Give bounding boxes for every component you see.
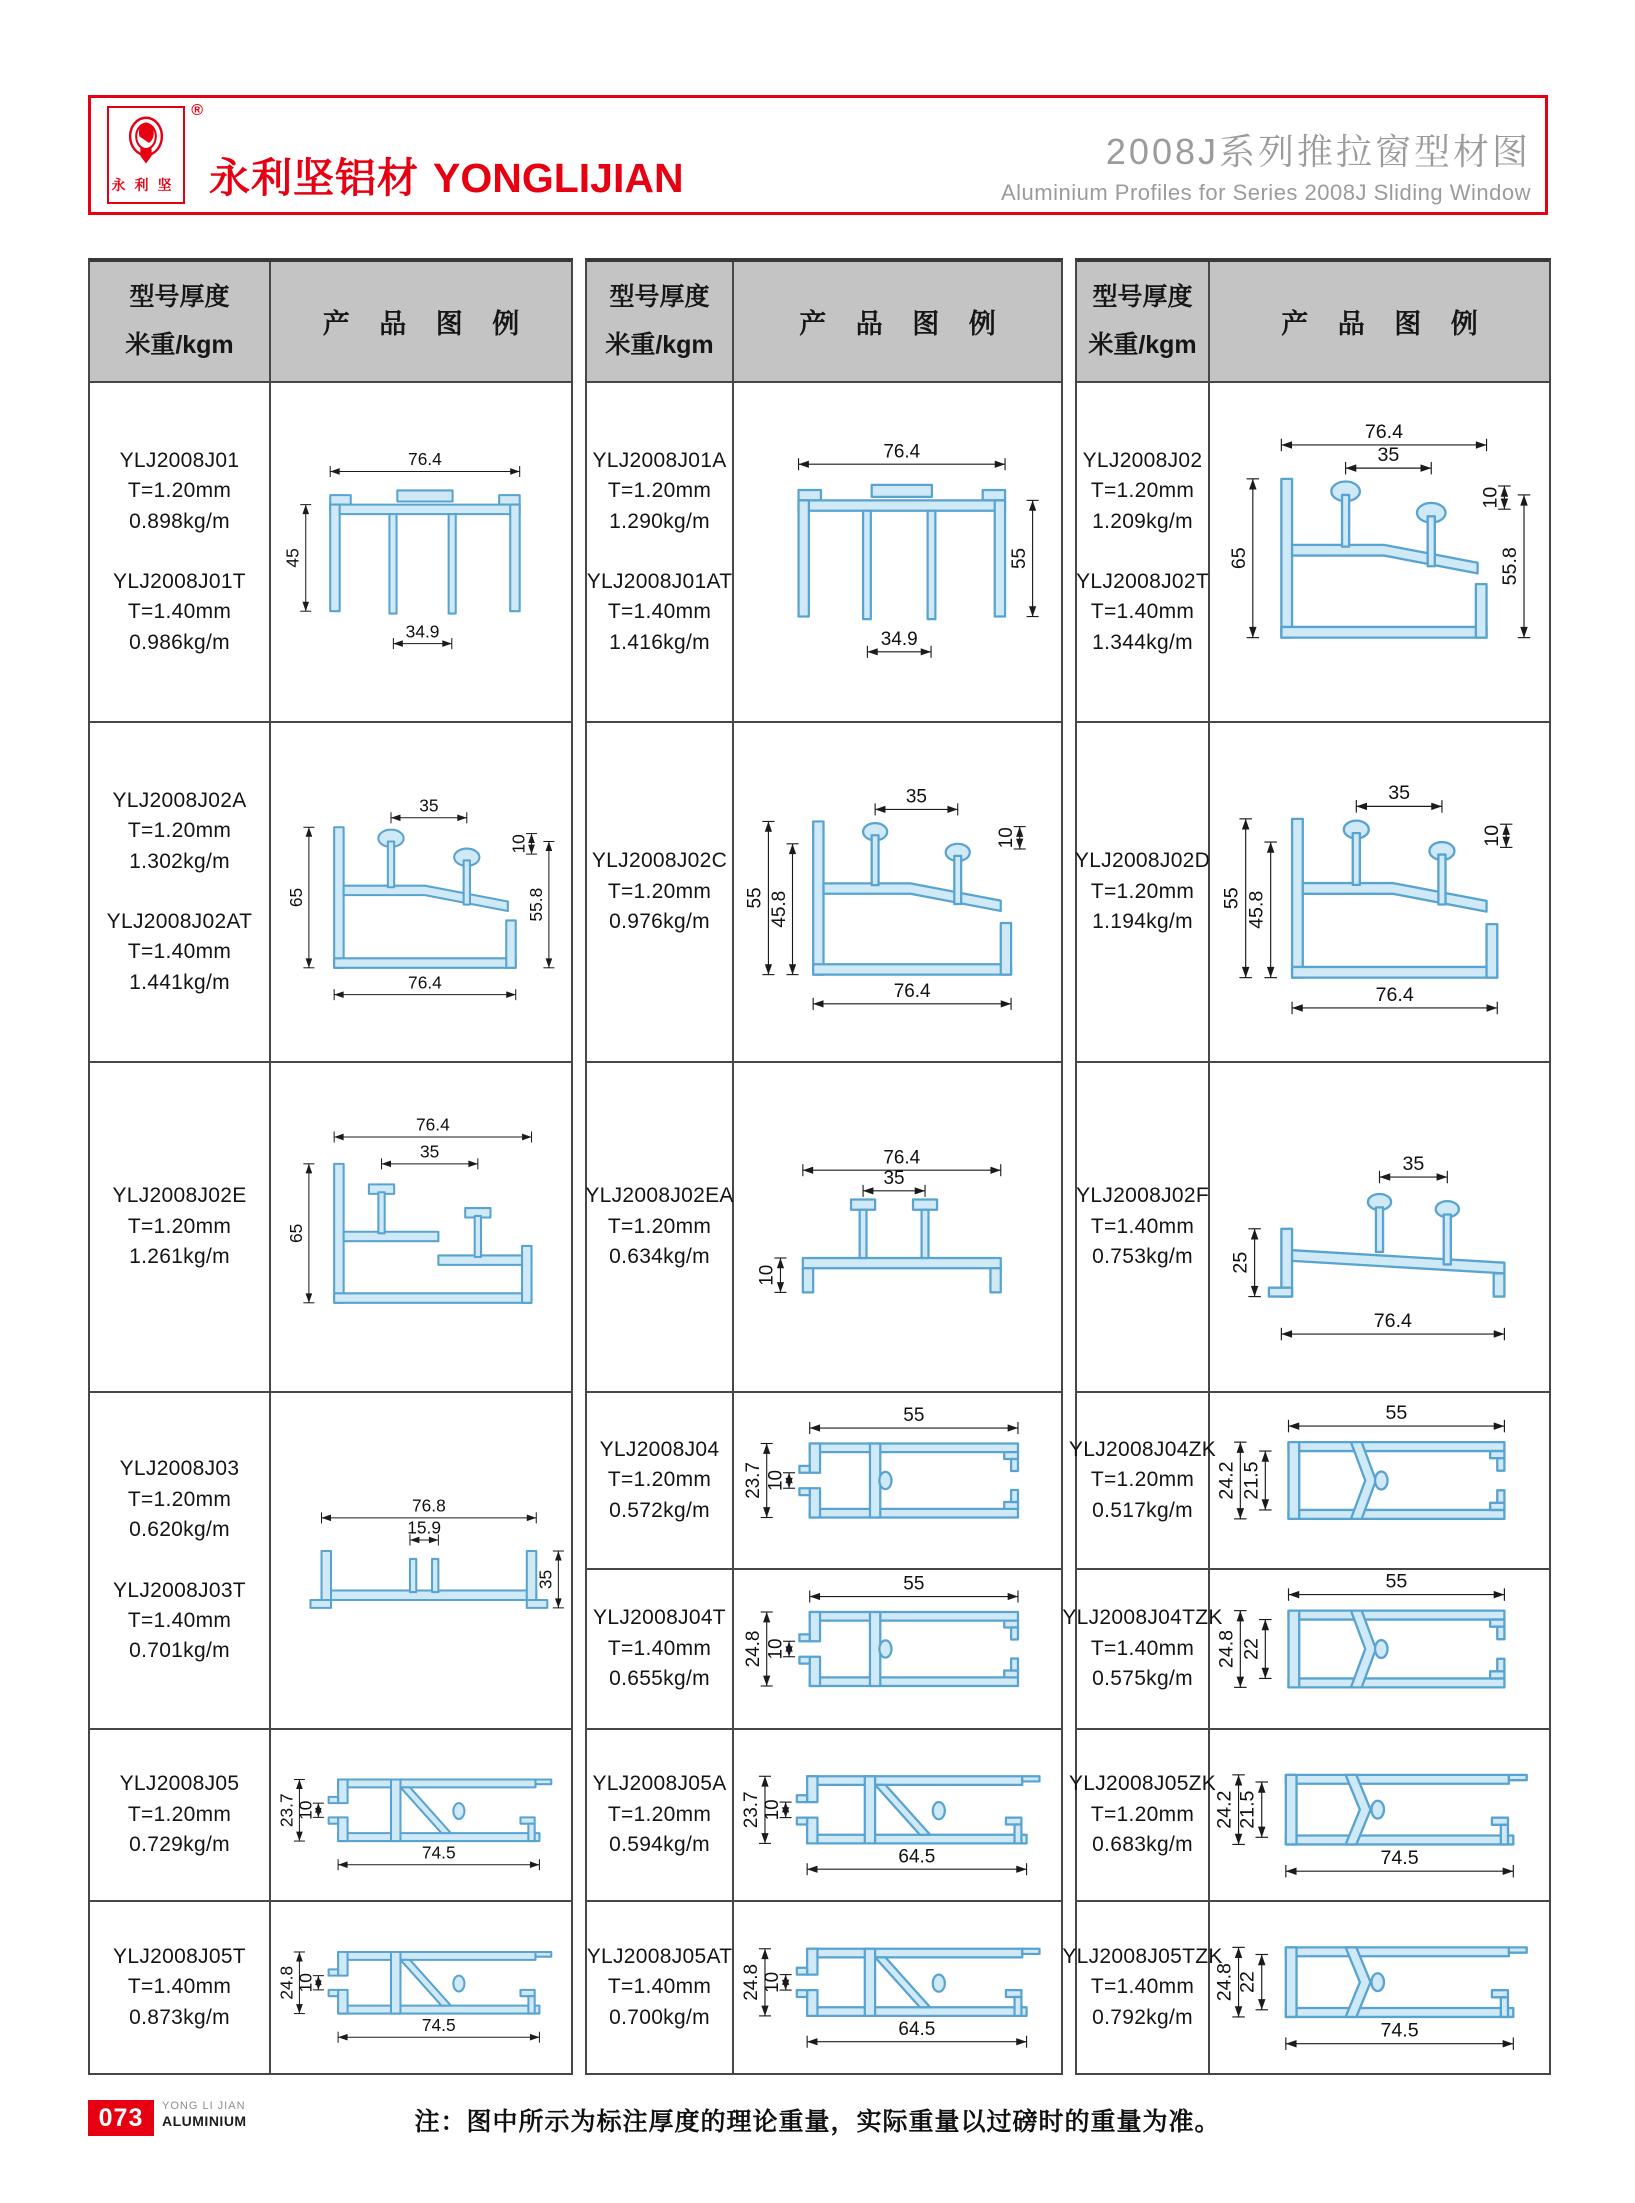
product-thickness: T=1.40mm — [1090, 600, 1195, 624]
drawing-cell — [1210, 723, 1549, 1063]
product-code: YLJ2008J02E — [112, 1184, 247, 1208]
product-weight: 1.416kg/m — [609, 630, 710, 654]
product-weight: 0.620kg/m — [129, 1518, 230, 1542]
product-code: YLJ2008J03 — [119, 1457, 240, 1481]
drawing-cell — [734, 723, 1061, 1063]
profile-drawing-YLJ2008J02EA — [734, 1063, 1061, 1391]
product-YLJ2008J05AT — [587, 1942, 733, 2033]
product-code: YLJ2008J05ZK — [1068, 1772, 1217, 1796]
dimension-label: 55 — [744, 887, 766, 909]
header — [88, 95, 1548, 215]
dimension-label: 64.5 — [898, 2018, 936, 2040]
product-weight: 0.976kg/m — [609, 910, 710, 934]
product-thickness: T=1.20mm — [607, 479, 712, 503]
product-YLJ2008J02 — [1083, 446, 1203, 537]
dimension-label: 10 — [295, 1973, 316, 1993]
product-code: YLJ2008J05T — [113, 1944, 246, 1968]
product-YLJ2008J01AT — [587, 567, 733, 658]
product-thickness: T=1.40mm — [127, 1975, 232, 1999]
product-weight: 0.729kg/m — [129, 1833, 230, 1857]
dimension-label: 76.8 — [411, 1495, 446, 1516]
dimension-label: 10 — [765, 1469, 787, 1492]
column-header-spec-line2: 米重/kgm — [1088, 330, 1197, 359]
profile-drawing-YLJ2008J04TZK — [1210, 1570, 1549, 1728]
dimension-label: 23.7 — [741, 1791, 763, 1829]
drawing-cell — [1210, 1570, 1549, 1730]
product-thickness: T=1.40mm — [127, 940, 232, 964]
profile-drawing-YLJ2008J01A — [734, 383, 1061, 721]
dimension-label: 45.8 — [768, 890, 790, 928]
dimension-label: 45.8 — [1245, 890, 1268, 929]
dimension-label: 35 — [1402, 1152, 1425, 1175]
product-weight: 0.594kg/m — [609, 1833, 710, 1857]
column-header-example-text: 产 品 图 例 — [799, 309, 1007, 339]
product-code: YLJ2008J03T — [113, 1578, 246, 1602]
dimension-label: 23.7 — [276, 1793, 297, 1828]
product-weight: 0.517kg/m — [1092, 1498, 1193, 1522]
product-weight: 0.873kg/m — [129, 2005, 230, 2029]
spec-cell — [1062, 1570, 1223, 1730]
product-code: YLJ2008J04 — [599, 1437, 720, 1461]
brand-name-en: YONGLIJIAN — [433, 155, 684, 201]
product-code: YLJ2008J05TZK — [1062, 1944, 1223, 1968]
product-code: YLJ2008J02EA — [585, 1184, 734, 1208]
profile-drawing-YLJ2008J04T — [734, 1570, 1061, 1728]
column-header-spec-line1: 型号厚度 — [609, 283, 710, 311]
column-header-example — [734, 262, 1061, 383]
column-header-example — [1210, 262, 1549, 383]
dimension-label: 76.4 — [408, 972, 442, 993]
spec-cell — [1068, 1730, 1217, 1902]
spec-cell — [587, 1570, 734, 1730]
profile-drawing-YLJ2008J04 — [734, 1393, 1061, 1568]
product-code: YLJ2008J01T — [113, 570, 246, 593]
product-weight: 0.634kg/m — [609, 1245, 710, 1269]
spec-cell — [1068, 1393, 1217, 1570]
page-title-en: Aluminium Profiles for Series 2008J Sliding Window — [1001, 180, 1531, 205]
product-code: YLJ2008J04ZK — [1068, 1437, 1217, 1461]
profile-drawing-YLJ2008J04ZK — [1210, 1393, 1549, 1568]
dimension-label: 76.4 — [883, 1147, 921, 1169]
dimension-label: 21.5 — [1240, 1461, 1263, 1500]
profile-drawing-YLJ2008J05AT — [734, 1902, 1061, 2073]
dimension-label: 35 — [883, 1167, 905, 1189]
logo-swirl-icon — [118, 111, 174, 173]
dimension-label: 24.2 — [1215, 1461, 1238, 1500]
dimension-label: 76.4 — [1373, 1309, 1412, 1332]
product-thickness: T=1.20mm — [607, 1802, 712, 1826]
spec-cell — [1074, 723, 1211, 1063]
dimension-label: 35 — [419, 795, 439, 816]
dimension-label: 65 — [285, 887, 306, 908]
spec-cell — [90, 1730, 271, 1902]
product-weight: 1.441kg/m — [129, 970, 230, 994]
product-YLJ2008J04TZK — [1062, 1603, 1222, 1694]
product-code: YLJ2008J02 — [1082, 448, 1203, 472]
product-weight: 1.344kg/m — [1092, 630, 1193, 654]
product-code: YLJ2008J02F — [1076, 1184, 1209, 1208]
column-header-spec-line1: 型号厚度 — [1092, 283, 1193, 311]
product-YLJ2008J02T — [1076, 567, 1209, 658]
registered-mark-icon: ® — [191, 102, 203, 119]
profile-drawing-YLJ2008J02A — [271, 723, 571, 1061]
dimension-label: 74.5 — [1380, 2019, 1419, 2042]
product-YLJ2008J01A — [592, 446, 726, 537]
column-header-example — [271, 262, 571, 383]
product-code: YLJ2008J02C — [591, 849, 728, 873]
dimension-label: 64.5 — [898, 1846, 936, 1868]
product-thickness: T=1.40mm — [127, 1608, 232, 1632]
product-YLJ2008J02E — [112, 1181, 246, 1272]
drawing-cell — [271, 1063, 571, 1393]
dimension-label: 55.8 — [525, 887, 546, 922]
product-YLJ2008J05 — [120, 1769, 240, 1860]
product-thickness: T=1.40mm — [607, 600, 712, 624]
drawing-cell — [1210, 383, 1549, 723]
footer-brand-line1: YONG LI JIAN — [162, 2100, 246, 2112]
product-weight: 1.209kg/m — [1092, 509, 1193, 533]
dimension-label: 10 — [765, 1638, 787, 1660]
product-thickness: T=1.20mm — [1090, 879, 1195, 903]
column-header-spec-line2: 米重/kgm — [125, 330, 234, 359]
drawing-cell — [734, 1393, 1061, 1570]
drawing-cell — [271, 1393, 571, 1730]
spec-cell — [587, 1730, 734, 1902]
spec-cell — [587, 1393, 734, 1570]
product-YLJ2008J04 — [600, 1435, 720, 1526]
product-thickness: T=1.20mm — [127, 479, 232, 503]
product-YLJ2008J02A — [112, 786, 246, 877]
page-title-cn: 2008J系列推拉窗型材图 — [1105, 131, 1531, 172]
product-thickness: T=1.40mm — [1090, 1214, 1195, 1238]
dimension-label: 24.8 — [1215, 1629, 1238, 1669]
profile-drawing-YLJ2008J05 — [271, 1730, 571, 1900]
dimension-label: 45 — [282, 548, 303, 568]
drawing-cell — [271, 723, 571, 1063]
product-weight: 0.753kg/m — [1092, 1245, 1193, 1269]
product-code: YLJ2008J05 — [119, 1772, 240, 1796]
profile-table — [88, 258, 1551, 2075]
dimension-label: 10 — [508, 834, 529, 854]
dimension-label: 10 — [1481, 824, 1504, 847]
product-code: YLJ2008J05AT — [586, 1944, 733, 1968]
dimension-label: 55 — [1385, 1401, 1408, 1424]
dimension-label: 76.4 — [408, 449, 442, 470]
product-thickness: T=1.40mm — [607, 1636, 712, 1660]
dimension-label: 10 — [995, 827, 1017, 849]
product-YLJ2008J03T — [113, 1576, 246, 1667]
product-code: YLJ2008J01A — [592, 448, 727, 472]
dimension-label: 76.4 — [883, 441, 921, 463]
profile-drawing-YLJ2008J02F — [1210, 1063, 1549, 1391]
dimension-label: 55 — [1008, 547, 1030, 569]
dimension-label: 24.8 — [1213, 1963, 1236, 2002]
product-weight: 0.683kg/m — [1092, 1833, 1193, 1857]
profile-drawing-YLJ2008J02C — [734, 723, 1061, 1061]
dimension-label: 15.9 — [407, 1517, 442, 1538]
product-thickness: T=1.20mm — [607, 1468, 712, 1492]
dimension-label: 34.9 — [405, 621, 440, 642]
dimension-label: 76.4 — [1364, 420, 1404, 443]
drawing-cell — [1210, 1902, 1549, 2075]
dimension-label: 24.2 — [1213, 1790, 1236, 1829]
dimension-label: 24.8 — [742, 1630, 764, 1668]
dimension-label: 34.9 — [880, 628, 918, 650]
product-YLJ2008J02C — [592, 846, 727, 937]
column-header-example-text: 产 品 图 例 — [1281, 309, 1489, 339]
product-thickness: T=1.20mm — [127, 1802, 232, 1826]
product-YLJ2008J02D — [1075, 846, 1210, 937]
dimension-label: 24.8 — [276, 1965, 297, 2000]
product-weight: 1.290kg/m — [609, 509, 710, 533]
profile-drawing-YLJ2008J03 — [271, 1393, 571, 1728]
drawing-cell — [734, 1570, 1061, 1730]
profile-drawing-YLJ2008J01 — [271, 383, 571, 721]
page-titles — [1001, 124, 1531, 206]
drawing-cell — [271, 383, 571, 723]
dimension-label: 10 — [756, 1264, 778, 1286]
dimension-label: 25 — [1229, 1251, 1252, 1274]
logo-characters: 永利坚 — [111, 177, 181, 193]
product-weight: 0.792kg/m — [1092, 2005, 1193, 2029]
product-thickness: T=1.40mm — [127, 600, 232, 624]
product-code: YLJ2008J02AT — [106, 910, 253, 933]
profile-drawing-YLJ2008J02E — [271, 1063, 571, 1391]
dimension-label: 55 — [903, 1573, 925, 1595]
spec-cell — [587, 1902, 734, 2075]
spec-cell — [90, 1393, 271, 1730]
product-weight: 0.898kg/m — [129, 509, 230, 533]
company-logo — [107, 102, 203, 204]
product-YLJ2008J02AT — [107, 907, 253, 998]
product-weight: 0.701kg/m — [129, 1639, 230, 1663]
dimension-label: 76.4 — [893, 980, 931, 1002]
product-YLJ2008J01T — [113, 567, 246, 658]
product-weight: 0.700kg/m — [609, 2005, 710, 2029]
dimension-label: 35 — [535, 1569, 556, 1590]
dimension-label: 22 — [1240, 1638, 1263, 1660]
profile-drawing-YLJ2008J05A — [734, 1730, 1061, 1900]
spec-cell — [90, 1902, 271, 2075]
product-thickness: T=1.20mm — [1090, 1468, 1195, 1492]
column-header-spec-line2: 米重/kgm — [605, 330, 714, 359]
brand-name-cn: 永利坚铝材 — [209, 155, 419, 201]
dimension-label: 76.4 — [415, 1114, 450, 1135]
product-code: YLJ2008J02D — [1074, 849, 1211, 873]
spec-cell — [587, 1063, 734, 1393]
table-group-3 — [1062, 258, 1551, 2075]
product-weight: 0.572kg/m — [609, 1498, 710, 1522]
product-YLJ2008J05A — [592, 1769, 726, 1860]
drawing-cell — [271, 1730, 571, 1902]
product-YLJ2008J05TZK — [1062, 1942, 1222, 2033]
dimension-label: 55 — [1385, 1570, 1408, 1593]
dimension-label: 23.7 — [742, 1462, 764, 1499]
product-YLJ2008J05T — [113, 1942, 246, 2033]
product-thickness: T=1.20mm — [1090, 1802, 1195, 1826]
product-code: YLJ2008J04T — [593, 1606, 726, 1630]
product-YLJ2008J04ZK — [1069, 1435, 1216, 1526]
product-thickness: T=1.20mm — [127, 1214, 232, 1238]
brand-name — [209, 145, 684, 204]
product-weight: 1.302kg/m — [129, 849, 230, 873]
spec-cell — [90, 383, 271, 723]
profile-drawing-YLJ2008J05ZK — [1210, 1730, 1549, 1900]
product-thickness: T=1.20mm — [127, 819, 232, 843]
dimension-label: 35 — [905, 786, 927, 808]
table-group-2 — [585, 258, 1063, 2075]
dimension-label: 55.8 — [1498, 547, 1521, 586]
spec-cell — [1077, 383, 1210, 723]
spec-cell — [587, 723, 734, 1063]
dimension-label: 22 — [1236, 1971, 1259, 1994]
dimension-label: 35 — [1377, 444, 1400, 467]
dimension-label: 24.8 — [741, 1963, 763, 2001]
spec-cell — [1062, 1902, 1223, 2075]
product-YLJ2008J02F — [1076, 1181, 1209, 1272]
dimension-label: 65 — [1227, 547, 1250, 570]
product-YLJ2008J02EA — [585, 1181, 733, 1272]
product-code: YLJ2008J02T — [1076, 570, 1209, 593]
drawing-cell — [271, 1902, 571, 2075]
profile-drawing-YLJ2008J05TZK — [1210, 1902, 1549, 2073]
product-code: YLJ2008J01 — [119, 448, 240, 472]
dimension-label: 10 — [295, 1800, 316, 1820]
product-YLJ2008J01 — [120, 446, 240, 537]
dimension-label: 10 — [761, 1971, 783, 1993]
dimension-label: 35 — [420, 1141, 440, 1162]
profile-drawing-YLJ2008J02D — [1210, 723, 1549, 1061]
column-header-example-text: 产 品 图 例 — [322, 309, 531, 339]
product-thickness: T=1.20mm — [607, 879, 712, 903]
drawing-cell — [734, 1063, 1061, 1393]
drawing-cell — [1210, 1063, 1549, 1393]
footer-brand-line2: ALUMINIUM — [162, 2112, 247, 2129]
product-code: YLJ2008J01AT — [586, 570, 733, 593]
product-weight: 1.194kg/m — [1092, 910, 1193, 934]
drawing-cell — [734, 1730, 1061, 1902]
column-header-spec — [90, 262, 271, 383]
profile-drawing-YLJ2008J05T — [271, 1902, 571, 2073]
product-weight: 0.986kg/m — [129, 630, 230, 654]
spec-cell — [90, 723, 271, 1063]
product-thickness: T=1.20mm — [1090, 479, 1195, 503]
product-YLJ2008J03 — [120, 1454, 240, 1545]
spec-cell — [90, 1063, 271, 1393]
product-YLJ2008J05ZK — [1069, 1769, 1216, 1860]
spec-cell — [587, 383, 734, 723]
column-header-spec — [1077, 262, 1210, 383]
product-weight: 0.655kg/m — [609, 1667, 710, 1691]
drawing-cell — [734, 383, 1061, 723]
drawing-cell — [1210, 1393, 1549, 1570]
dimension-label: 35 — [1388, 782, 1411, 805]
drawing-cell — [1210, 1730, 1549, 1902]
drawing-cell — [734, 1902, 1061, 2075]
spec-cell — [1077, 1063, 1210, 1393]
profile-drawing-YLJ2008J02 — [1210, 383, 1549, 721]
dimension-label: 55 — [903, 1405, 925, 1427]
product-code: YLJ2008J05A — [592, 1772, 727, 1796]
product-code: YLJ2008J04TZK — [1062, 1606, 1223, 1630]
product-thickness: T=1.40mm — [1090, 1975, 1195, 1999]
column-header-spec — [587, 262, 734, 383]
table-group-1 — [88, 258, 573, 2075]
dimension-label: 76.4 — [1375, 983, 1414, 1006]
dimension-label: 74.5 — [421, 2014, 456, 2035]
column-header-spec-line1: 型号厚度 — [129, 283, 230, 311]
dimension-label: 10 — [1479, 486, 1502, 509]
footer-note: 注：图中所示为标注厚度的理论重量，实际重量以过磅时的重量为准。 — [414, 2108, 1221, 2136]
dimension-label: 74.5 — [421, 1842, 456, 1863]
product-thickness: T=1.40mm — [1090, 1636, 1195, 1660]
product-code: YLJ2008J02A — [112, 788, 247, 812]
dimension-label: 21.5 — [1236, 1790, 1259, 1829]
product-YLJ2008J04T — [593, 1603, 726, 1694]
product-weight: 1.261kg/m — [129, 1245, 230, 1269]
product-weight: 0.575kg/m — [1092, 1667, 1193, 1691]
page-number-badge: 073 — [88, 2100, 154, 2136]
product-thickness: T=1.20mm — [607, 1214, 712, 1238]
dimension-label: 74.5 — [1380, 1847, 1419, 1870]
dimension-label: 10 — [761, 1799, 783, 1821]
product-thickness: T=1.20mm — [127, 1487, 232, 1511]
dimension-label: 65 — [285, 1223, 306, 1243]
dimension-label: 55 — [1220, 887, 1243, 910]
product-thickness: T=1.40mm — [607, 1975, 712, 1999]
